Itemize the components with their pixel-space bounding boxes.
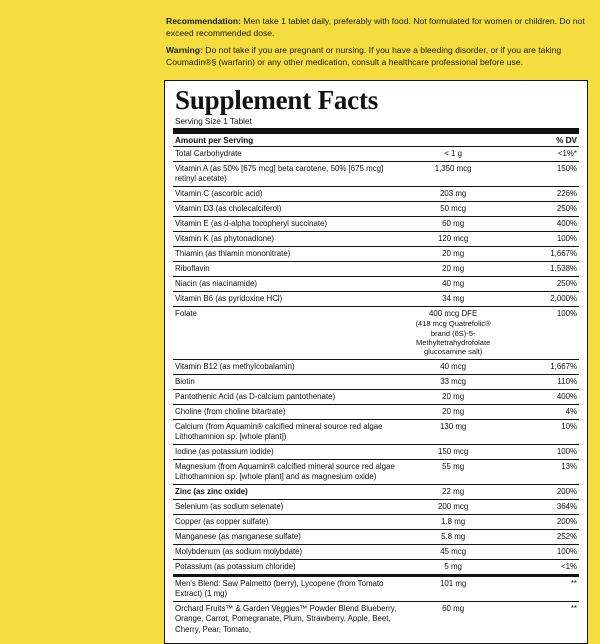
table-row — [173, 389, 579, 404]
nutrient-dv: 400% — [502, 389, 579, 404]
nutrient-amount: 60 mg — [404, 216, 501, 231]
nutrient-amount: 20 mg — [404, 404, 501, 419]
nutrient-name: Choline (from choline bitartrate) — [173, 404, 404, 419]
table-row — [173, 201, 579, 216]
table-row — [173, 484, 579, 499]
nutrient-name: Vitamin A (as 50% [675 mcg] beta carotene, 50% [675 mcg] retinyl acetate) — [173, 161, 404, 186]
nutrient-name: Magnesium (from Aquamin® calcified mineral source red algae Lithothamnion sp. [whole plant] and as magnesium oxide) — [173, 460, 404, 485]
nutrient-name: Niacin (as niacinamide) — [173, 277, 404, 292]
nutrient-amount: 5.8 mg — [404, 530, 501, 545]
nutrient-amount: 40 mcg — [404, 359, 501, 374]
supplement-facts-panel — [164, 80, 588, 643]
nutrient-dv: 400% — [502, 216, 579, 231]
nutrient-amount: 150 mcg — [404, 444, 501, 459]
nutrient-dv: 100% — [502, 444, 579, 459]
table-row — [173, 246, 579, 261]
notices-section — [150, 0, 600, 78]
nutrient-amount — [404, 307, 501, 360]
nutrient-amount: 40 mg — [404, 277, 501, 292]
nutrient-dv: 1,538% — [502, 262, 579, 277]
table-row — [173, 262, 579, 277]
warning-notice — [166, 45, 586, 68]
table-row — [173, 602, 579, 637]
nutrient-amount: 60 mg — [442, 604, 465, 614]
panel-title: Supplement Facts — [175, 85, 379, 116]
nutrient-dv: 4% — [502, 404, 579, 419]
percent-dv-label: % DV — [556, 135, 577, 145]
warning-label: Warning: — [166, 45, 203, 56]
nutrient-dv: 226% — [502, 186, 579, 201]
recommendation-text: Men take 1 tablet daily, preferably with food. Not formulated for women or children. Do not exceed recommended dose. — [166, 16, 585, 38]
supplement-facts-table — [173, 147, 579, 637]
recommendation-notice — [166, 16, 586, 39]
nutrient-dv: 100% — [502, 307, 579, 360]
nutrient-name: Total Carbohydrate — [173, 147, 404, 162]
table-row — [173, 500, 579, 515]
nutrient-amount: 130 mg — [404, 420, 501, 445]
nutrient-dv: ** — [502, 576, 579, 602]
nutrient-amount: 1.8 mg — [404, 515, 501, 530]
nutrient-dv: 110% — [502, 374, 579, 389]
nutrient-amount: 55 mg — [404, 460, 501, 485]
nutrient-amount: 20 mg — [404, 389, 501, 404]
nutrient-name: Vitamin B6 (as pyridoxine HCl) — [173, 292, 404, 307]
table-row — [173, 277, 579, 292]
blend-description: Orchard Fruits™ & Garden Veggies™ Powder Blend Blueberry, Orange, Carrot, Pomegranate, Plum, Strawberry, Apple, Beet, Cherry, Pear, Tomato, — [175, 604, 397, 634]
table-row — [173, 560, 579, 576]
table-row — [173, 147, 579, 162]
nutrient-name: Copper (as copper sulfate) — [173, 515, 404, 530]
table-row — [173, 420, 579, 445]
nutrient-dv: 250% — [502, 201, 579, 216]
nutrient-dv: 100% — [502, 231, 579, 246]
nutrient-name: Iodine (as potassium iodide) — [173, 444, 404, 459]
amount-per-serving-header — [173, 134, 579, 147]
nutrient-amount: 101 mg — [404, 576, 501, 602]
nutrient-dv: 250% — [502, 277, 579, 292]
nutrient-amount: 45 mcg — [404, 545, 501, 560]
nutrient-dv: <1%* — [502, 147, 579, 162]
table-row — [173, 530, 579, 545]
nutrient-amount: 1,350 mcg — [404, 161, 501, 186]
nutrient-dv: 13% — [502, 460, 579, 485]
nutrient-amount: 34 mg — [404, 292, 501, 307]
nutrient-name: Molybdenum (as sodium molybdate) — [173, 545, 404, 560]
nutrient-name: Vitamin D3 (as cholecalciferol) — [173, 201, 404, 216]
nutrient-amount: 33 mcg — [404, 374, 501, 389]
nutrient-dv: 2,000% — [502, 292, 579, 307]
nutrient-name: Zinc (as zinc oxide) — [173, 484, 404, 499]
table-row — [173, 576, 579, 602]
nutrient-name: Vitamin B12 (as methylcobalamin) — [173, 359, 404, 374]
nutrient-name: Calcium (from Aquamin® calcified mineral source red algae Lithothamnion sp. [whole plant]) — [173, 420, 404, 445]
recommendation-label: Recommendation: — [166, 16, 241, 26]
nutrient-name: Thiamin (as thiamin mononitrate) — [173, 246, 404, 261]
table-row — [173, 444, 579, 459]
table-row — [173, 404, 579, 419]
nutrient-amount: 203 mg — [404, 186, 501, 201]
nutrient-dv: 200% — [502, 484, 579, 499]
nutrient-amount: 5 mg — [404, 560, 501, 576]
nutrient-dv: 1,667% — [502, 359, 579, 374]
nutrient-amount: 200 mcg — [404, 500, 501, 515]
table-row — [173, 161, 579, 186]
nutrient-dv: <1% — [502, 560, 579, 576]
nutrient-name: Riboflavin — [173, 262, 404, 277]
nutrient-dv: 150% — [502, 161, 579, 186]
nutrient-dv: 364% — [502, 500, 579, 515]
nutrient-amount: < 1 g — [404, 147, 501, 162]
nutrient-amount-value: 400 mcg DFE — [429, 309, 478, 319]
nutrient-dv: 200% — [502, 515, 579, 530]
nutrient-dv: 252% — [502, 530, 579, 545]
table-row — [173, 231, 579, 246]
table-row — [173, 374, 579, 389]
table-row — [173, 292, 579, 307]
nutrient-amount: 20 mg — [404, 262, 501, 277]
nutrient-amount-note: (418 mcg Quatrefolic® brand (6S)-5-Methyltetrahydrofolate glucosamine salt) — [415, 319, 491, 357]
table-row — [173, 515, 579, 530]
nutrient-dv: ** — [570, 604, 577, 614]
nutrient-amount: 20 mg — [404, 246, 501, 261]
nutrient-amount: 22 mg — [404, 484, 501, 499]
table-row — [173, 460, 579, 485]
nutrient-name: Selenium (as sodium selenate) — [173, 500, 404, 515]
serving-size: Serving Size 1 Tablet — [173, 117, 579, 134]
table-row — [173, 359, 579, 374]
nutrient-name: Vitamin E (as d-alpha tocopheryl succinate) — [173, 216, 404, 231]
nutrient-name: Pantothenic Acid (as D-calcium pantothenate) — [173, 389, 404, 404]
table-row — [173, 186, 579, 201]
nutrient-dv: 1,667% — [502, 246, 579, 261]
table-row — [173, 545, 579, 560]
label-content — [150, 0, 600, 634]
nutrient-dv: 100% — [502, 545, 579, 560]
nutrient-name: Vitamin K (as phytonadione) — [173, 231, 404, 246]
warning-text: Do not take if you are pregnant or nursing. If you have a bleeding disorder, or if you are taking Coumadin®§ (warfarin) or any other medication, consult a healthcare professional before use. — [166, 45, 562, 67]
table-row — [173, 307, 579, 360]
nutrient-amount: 50 mcg — [404, 201, 501, 216]
nutrient-name — [173, 602, 404, 637]
nutrient-amount: 120 mcg — [404, 231, 501, 246]
nutrient-name: Folate — [173, 307, 404, 360]
nutrient-name: Vitamin C (ascorbic acid) — [173, 186, 404, 201]
amount-per-serving-label: Amount per Serving — [175, 135, 254, 145]
nutrient-name: Men's Blend: Saw Palmetto (berry), Lycopene (from Tomato Extract) (1 mg) — [173, 576, 404, 602]
nutrient-name: Manganese (as manganese sulfate) — [173, 530, 404, 545]
nutrient-name: Potassium (as potassium chloride) — [173, 560, 404, 576]
nutrient-dv: 10% — [502, 420, 579, 445]
label-left-margin — [0, 0, 150, 600]
table-row — [173, 216, 579, 231]
nutrient-name: Biotin — [173, 374, 404, 389]
